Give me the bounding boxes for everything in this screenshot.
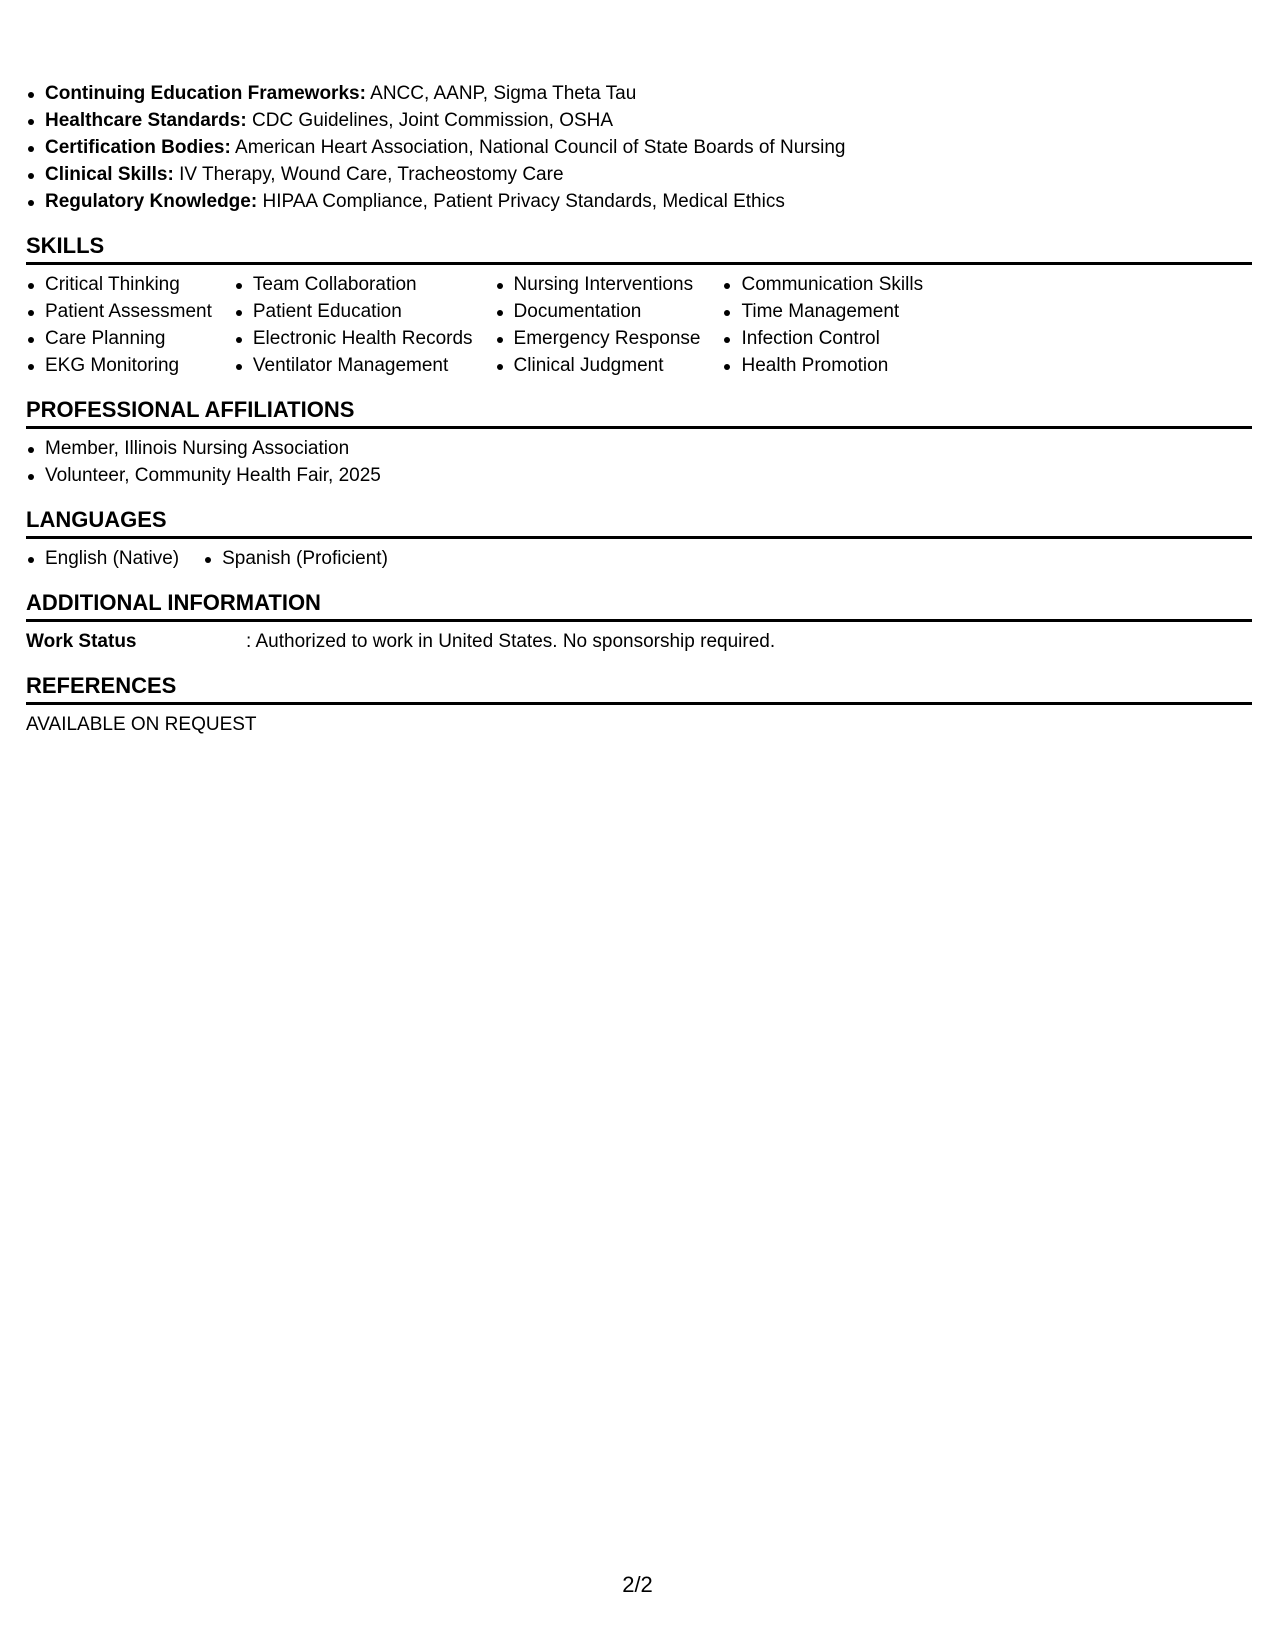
skill-item: Documentation (495, 298, 701, 325)
affiliations-list (26, 435, 1252, 489)
page-number: 2/2 (622, 1572, 653, 1597)
skill-item: Patient Education (234, 298, 473, 325)
list-item (26, 80, 1252, 107)
skill-item: Health Promotion (722, 352, 923, 379)
skill-item: Emergency Response (495, 325, 701, 352)
resume-page (26, 80, 1252, 738)
skill-item: Critical Thinking (26, 271, 212, 298)
languages-list (26, 545, 1252, 572)
skill-item: Team Collaboration (234, 271, 473, 298)
skill-item: Nursing Interventions (495, 271, 701, 298)
item-value: IV Therapy, Wound Care, Tracheostomy Care (179, 164, 564, 185)
skills-column (495, 271, 701, 379)
skill-item: Ventilator Management (234, 352, 473, 379)
skills-column (234, 271, 473, 379)
item-label: Regulatory Knowledge: (45, 191, 258, 212)
item-label: Continuing Education Frameworks: (45, 83, 366, 104)
languages-heading: LANGUAGES (26, 507, 1252, 539)
item-label: Healthcare Standards: (45, 110, 247, 131)
item-value: ANCC, AANP, Sigma Theta Tau (370, 83, 637, 104)
skill-item: Clinical Judgment (495, 352, 701, 379)
list-item (26, 107, 1252, 134)
language-item: English (Native) (26, 545, 179, 572)
skill-item: EKG Monitoring (26, 352, 212, 379)
references-heading: REFERENCES (26, 673, 1252, 705)
skills-grid (26, 271, 1252, 379)
skills-column (26, 271, 212, 379)
skills-heading: SKILLS (26, 233, 1252, 265)
work-status-label: Work Status (26, 631, 137, 652)
item-label: Clinical Skills: (45, 164, 174, 185)
skills-column (722, 271, 923, 379)
list-item (26, 134, 1252, 161)
language-item: Spanish (Proficient) (203, 545, 388, 572)
list-item (26, 161, 1252, 188)
list-item (26, 188, 1252, 215)
work-status-value: : Authorized to work in United States. No sponsorship required. (246, 631, 776, 652)
affiliations-heading: PROFESSIONAL AFFILIATIONS (26, 397, 1252, 429)
skill-item: Infection Control (722, 325, 923, 352)
additional-info-heading: ADDITIONAL INFORMATION (26, 590, 1252, 622)
item-value: HIPAA Compliance, Patient Privacy Standards, Medical Ethics (262, 191, 785, 212)
item-label: Certification Bodies: (45, 137, 231, 158)
work-status-row (26, 628, 1252, 655)
frameworks-list (26, 80, 1252, 215)
affiliation-item: Member, Illinois Nursing Association (26, 435, 1252, 462)
affiliation-item: Volunteer, Community Health Fair, 2025 (26, 462, 1252, 489)
item-value: CDC Guidelines, Joint Commission, OSHA (251, 110, 614, 131)
skill-item: Electronic Health Records (234, 325, 473, 352)
references-text: AVAILABLE ON REQUEST (26, 714, 257, 735)
skill-item: Time Management (722, 298, 923, 325)
skill-item: Patient Assessment (26, 298, 212, 325)
skill-item: Communication Skills (722, 271, 923, 298)
skill-item: Care Planning (26, 325, 212, 352)
item-value: American Heart Association, National Council of State Boards of Nursing (235, 137, 846, 158)
